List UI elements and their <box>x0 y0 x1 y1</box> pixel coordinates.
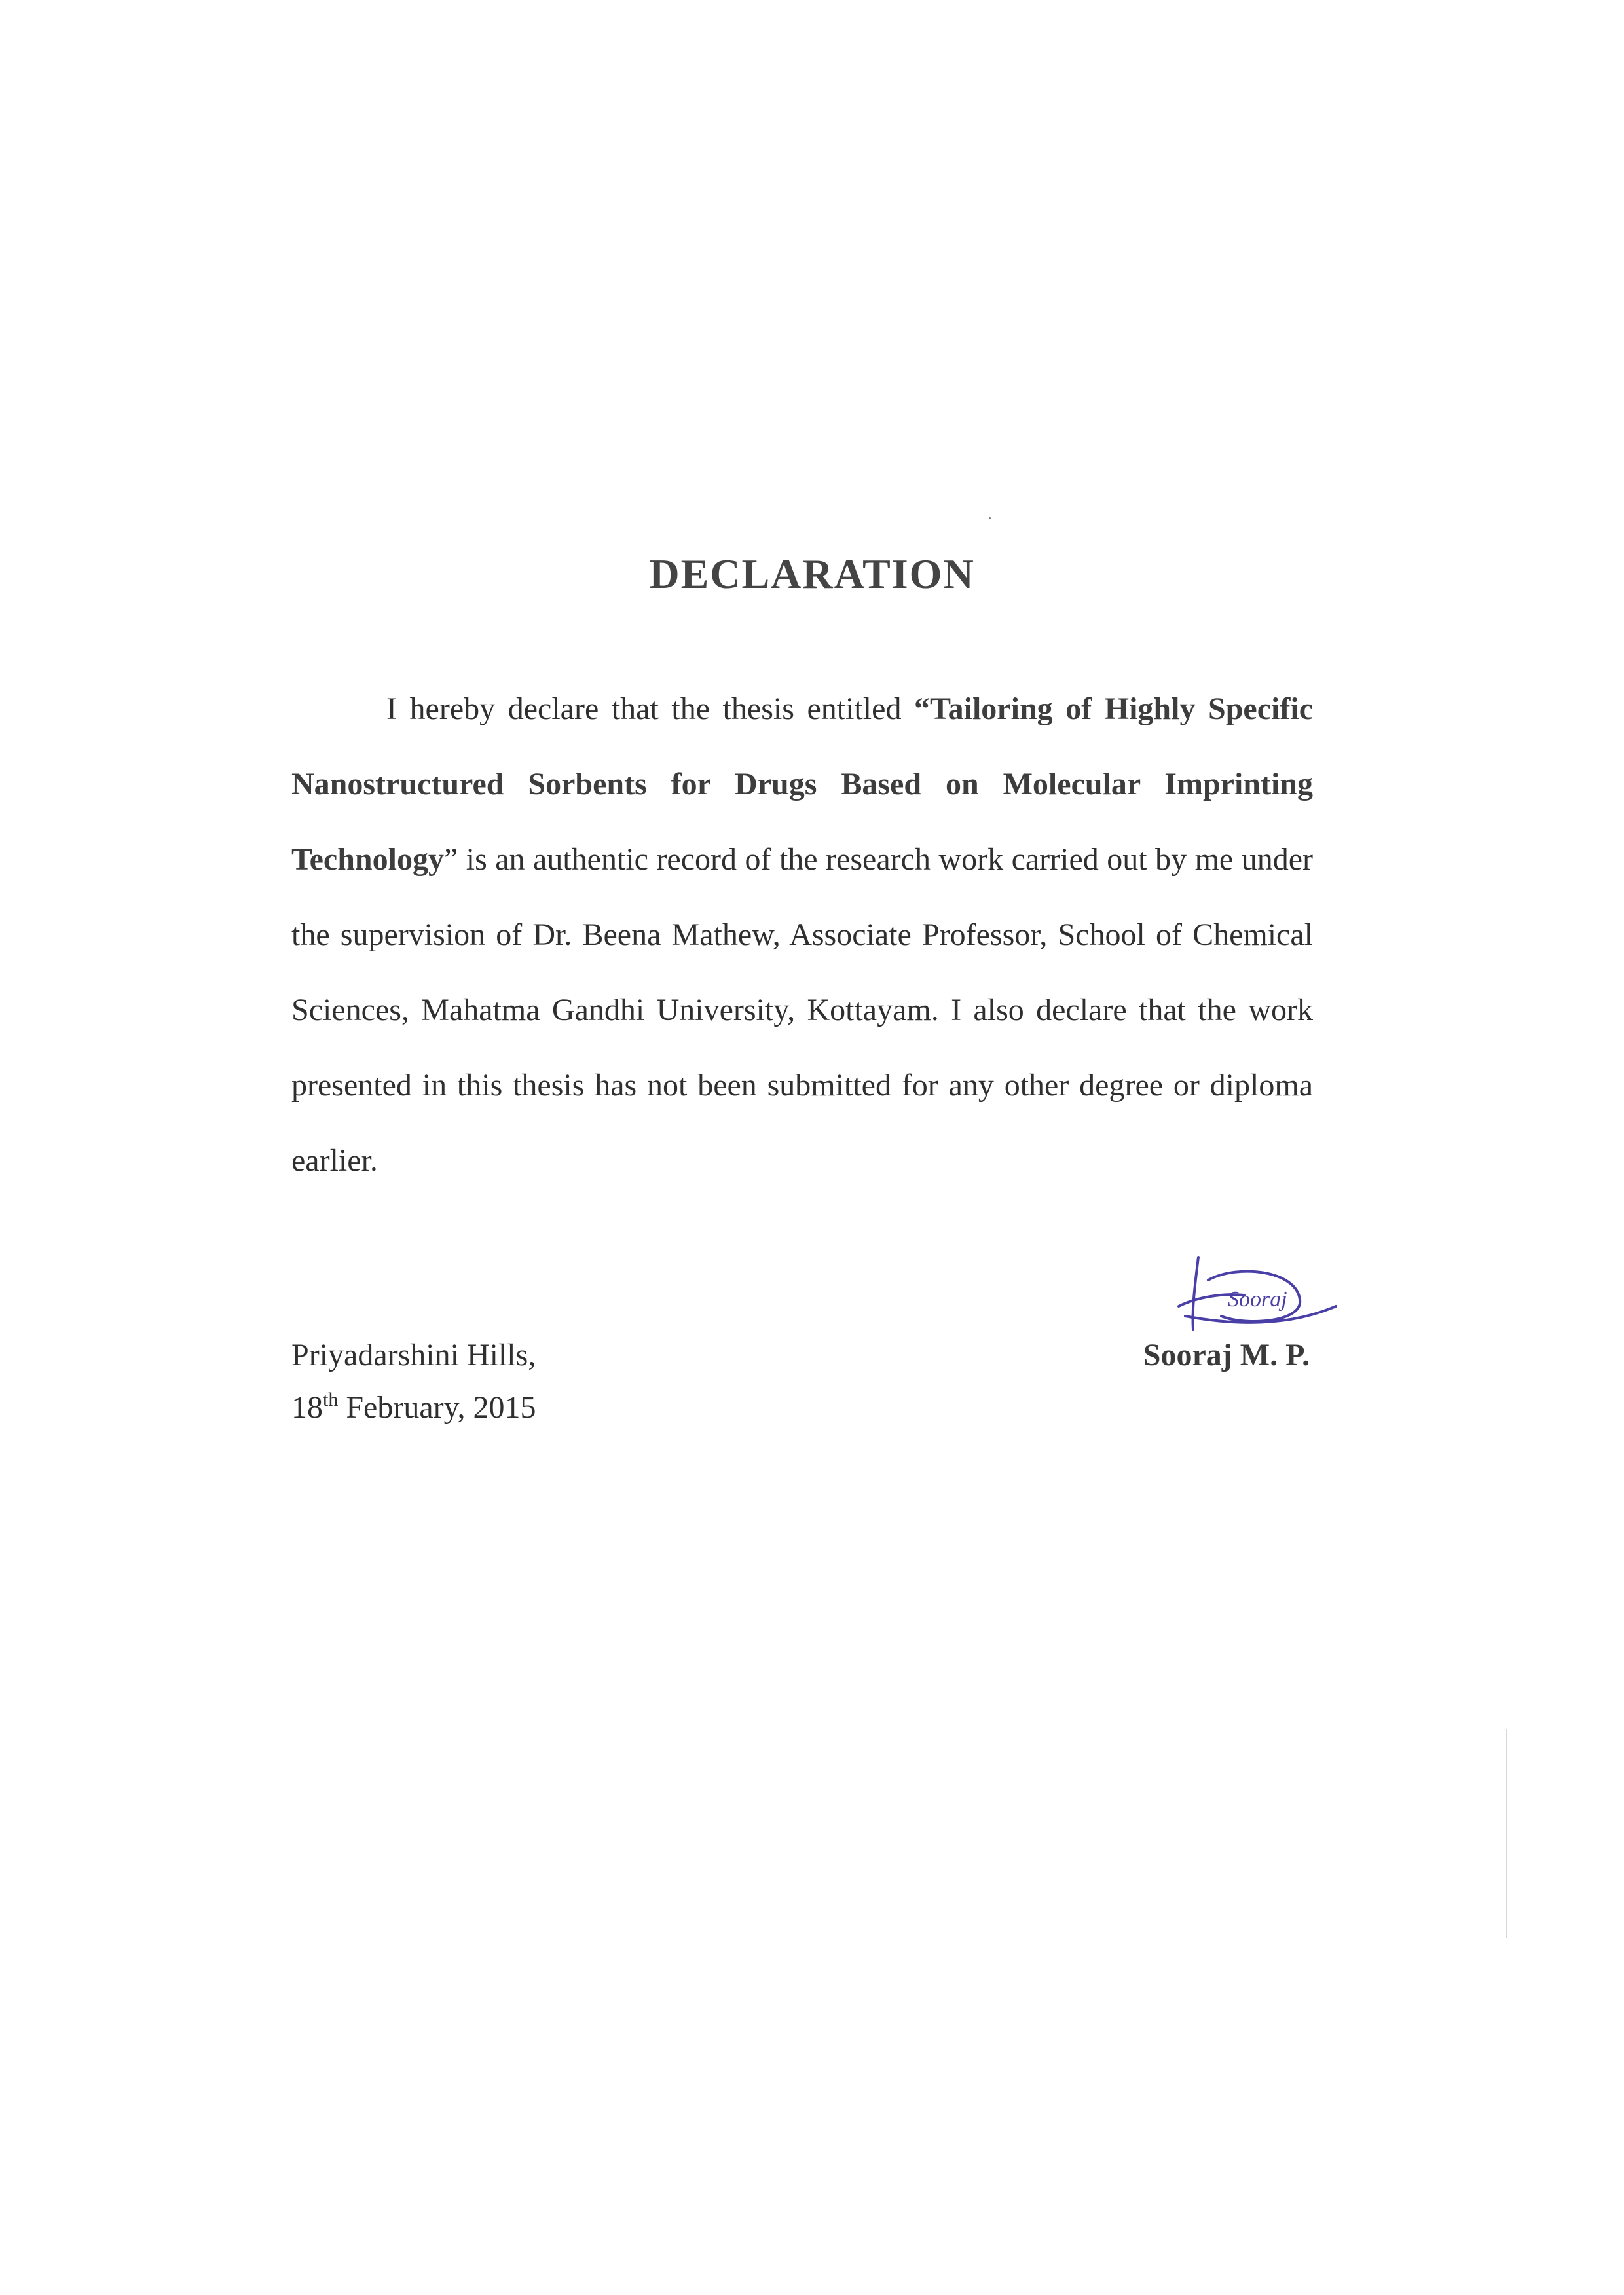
date-day: 18 <box>291 1390 323 1425</box>
date-rest: February, 2015 <box>338 1390 536 1425</box>
signature-scribble: Sooraj <box>1228 1287 1287 1312</box>
place-line: Priyadarshini Hills, <box>291 1338 536 1372</box>
declaration-paragraph <box>291 671 1313 1198</box>
scan-edge-line <box>1506 1729 1507 1938</box>
paragraph-intro: I hereby declare that the thesis entitled <box>386 691 915 726</box>
scan-speck <box>989 517 991 519</box>
thesis-title: “Tailoring of Highly Specific Nanostructured Sorbents for Drugs Based on Molecular Imprinting Technology <box>291 691 1313 877</box>
paragraph-body: is an authentic record of the research work carried out by me under the supervision of Dr. Beena Mathew, Associate Professor, School of Chemical Sciences, Mahatma Gandhi University, Kottayam. I also declare that the work presented in this thesis has not been submitted for any other degree or diploma earlier. <box>291 842 1313 1178</box>
signature-image <box>1159 1244 1342 1342</box>
page-title: DECLARATION <box>649 551 975 597</box>
close-quote: ” <box>443 842 458 877</box>
date-suffix: th <box>323 1389 339 1410</box>
date-line <box>291 1382 536 1434</box>
signer-name: Sooraj M. P. <box>1143 1338 1310 1372</box>
